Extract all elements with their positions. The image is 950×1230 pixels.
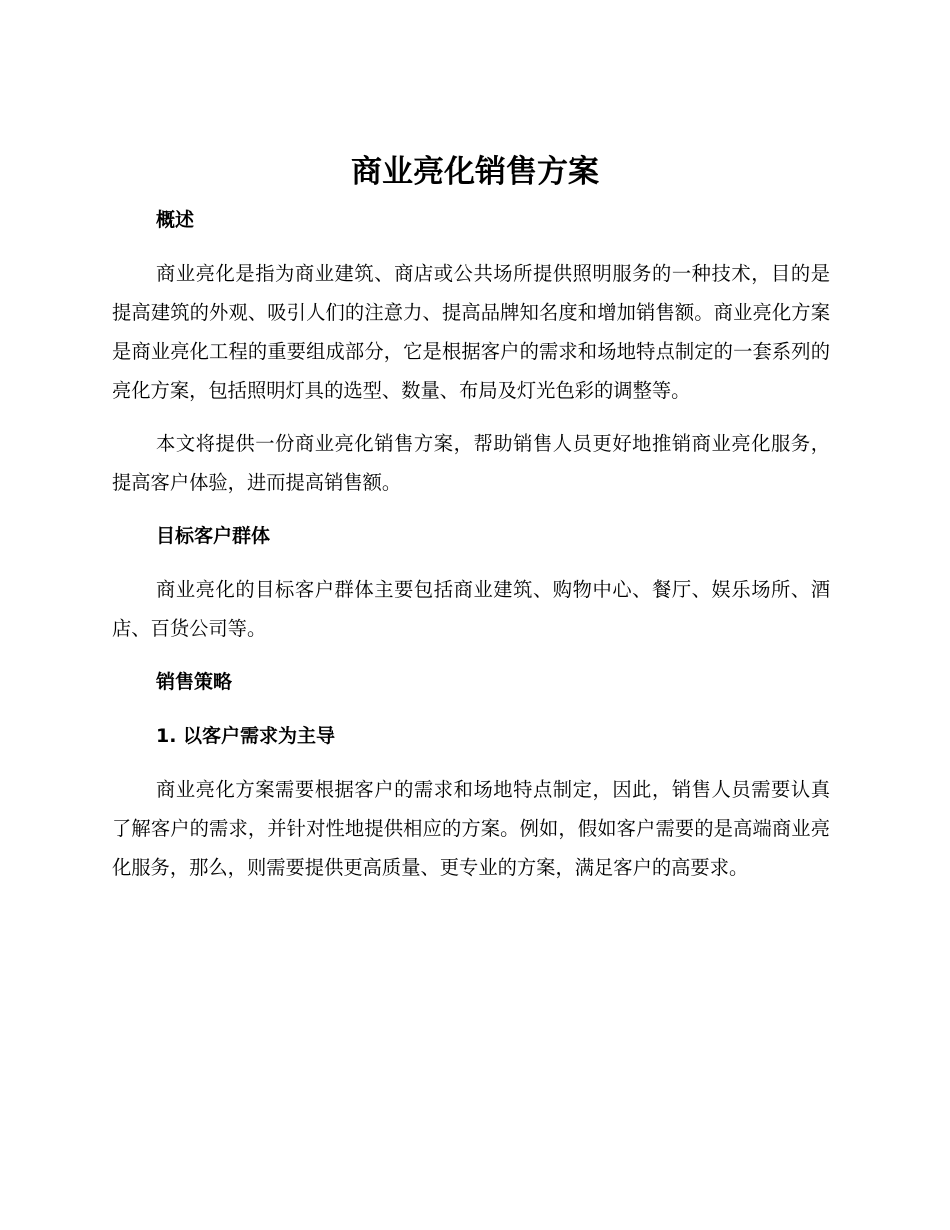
- paragraph-overview-1: 商业亮化是指为商业建筑、商店或公共场所提供照明服务的一种技术，目的是提高建筑的外观、吸引人们的注意力、提高品牌知名度和增加销售额。商业亮化方案是商业亮化工程的重要组成部分，它是根据客户的需求和场地特点制定的一套系列的亮化方案，包括照明灯具的选型、数量、布局及灯光色彩的调整等。: [112, 262, 830, 402]
- paragraph-customer-needs: 商业亮化方案需要根据客户的需求和场地特点制定，因此，销售人员需要认真了解客户的需求，并针对性地提供相应的方案。例如，假如客户需要的是高端商业亮化服务，那么，则需要提供更高质量、更专业的方案，满足客户的高要求。: [112, 778, 830, 879]
- spacer: [112, 756, 830, 770]
- paragraph-target-customers: 商业亮化的目标客户群体主要包括商业建筑、购物中心、餐厅、娱乐场所、酒店、百货公司等。: [112, 578, 830, 640]
- paragraph-overview-2: 本文将提供一份商业亮化销售方案，帮助销售人员更好地推销商业亮化服务，提高客户体验，进而提高销售额。: [112, 432, 830, 494]
- spacer: [112, 556, 830, 570]
- document-title: 商业亮化销售方案: [351, 154, 599, 190]
- subsection-heading-customer-needs: 1. 以客户需求为主导: [156, 725, 336, 747]
- spacer: [112, 410, 830, 424]
- section-heading-target-customers: 目标客户群体: [156, 525, 271, 547]
- spacer: [112, 702, 830, 716]
- section-heading-sales-strategy: 销售策略: [156, 671, 233, 693]
- spacer: [112, 240, 830, 254]
- document-body: [112, 200, 830, 887]
- spacer: [112, 648, 830, 662]
- section-heading-overview: 概述: [156, 209, 195, 231]
- spacer: [112, 502, 830, 516]
